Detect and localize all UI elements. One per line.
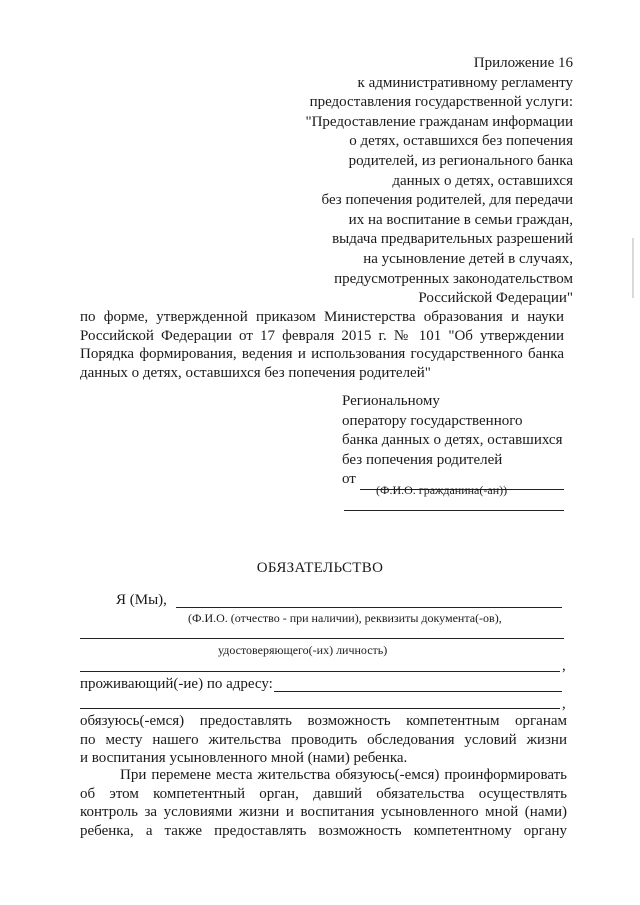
- we-label: Я (Мы),: [116, 592, 167, 608]
- from-label: от: [342, 471, 356, 487]
- appendix-line: Российской Федерации": [418, 290, 573, 307]
- paragraph-line: контроль за условиями жизни и воспитания усыновленного мной (нами): [80, 804, 567, 820]
- appendix-line: без попечения родителей, для передачи: [321, 192, 573, 209]
- address-label: проживающий(-ие) по адресу:: [80, 676, 273, 692]
- addressee-line: оператору государственного: [342, 412, 523, 429]
- comma-mark: ,: [562, 658, 566, 674]
- obligation-paragraph: [80, 712, 567, 768]
- addressee-block: [342, 392, 572, 490]
- basis-line: Порядка формирования, ведения и использования государственного банка: [80, 346, 564, 362]
- basis-line: по форме, утвержденной приказом Министерства образования и науки: [80, 309, 564, 325]
- appendix-line: предоставления государственной услуги:: [309, 94, 573, 111]
- paragraph-line: по месту нашего жительства проводить обследования условий жизни: [80, 731, 567, 748]
- basis-line: данных о детях, оставшихся без попечения родителей": [80, 364, 431, 381]
- paragraph-line: об этом компетентный орган, давший обязательства осуществлять: [80, 785, 567, 802]
- scan-edge-mark: [632, 238, 634, 298]
- addressee-line: Региональному: [342, 393, 440, 409]
- document-fill-line[interactable]: [80, 638, 564, 639]
- addressee-line: банка данных о детях, оставшихся: [342, 432, 563, 448]
- name-caption: (Ф.И.О. (отчество - при наличии), реквизиты документа(-ов),: [188, 611, 502, 625]
- from-fill-line-2[interactable]: [344, 510, 564, 511]
- paragraph-line: и воспитания усыновленного мной (нами) ребенка.: [80, 750, 408, 766]
- name-fill-line[interactable]: [176, 607, 562, 608]
- address-fill-line[interactable]: [274, 691, 562, 692]
- appendix-line: Приложение 16: [473, 55, 573, 71]
- appendix-line: предусмотренных законодательством: [334, 270, 573, 287]
- appendix-line: к административному регламенту: [357, 74, 573, 91]
- from-caption: (Ф.И.О. гражданина(-ан)): [376, 483, 508, 497]
- paragraph-line: ребенка, а также предоставлять возможность компетентному органу: [80, 822, 567, 839]
- relocation-paragraph: [80, 766, 567, 840]
- form-basis-paragraph: [80, 308, 564, 382]
- appendix-header: [305, 54, 573, 309]
- appendix-line: "Предоставление гражданам информации: [305, 113, 573, 130]
- document-title: ОБЯЗАТЕЛЬСТВО: [256, 560, 384, 576]
- appendix-line: на усыновление детей в случаях,: [363, 250, 573, 267]
- appendix-line: родителей, из регионального банка: [348, 152, 573, 169]
- address-fill-line-2[interactable]: [80, 708, 560, 709]
- basis-line: Российской Федерации от 17 февраля 2015 г. № 101 "Об утверждении: [80, 327, 564, 344]
- paragraph-line: При перемене места жительства обязуюсь(-емся) проинформировать: [120, 767, 567, 783]
- appendix-line: их на воспитание в семьи граждан,: [348, 211, 573, 228]
- appendix-line: данных о детях, оставшихся: [392, 172, 573, 189]
- paragraph-line: обязуюсь(-емся) предоставлять возможность компетентным органам: [80, 713, 567, 729]
- addressee-line: без попечения родителей: [342, 451, 503, 468]
- appendix-line: выдача предварительных разрешений: [332, 231, 573, 248]
- identity-fill-line[interactable]: [80, 671, 560, 672]
- comma-mark: ,: [562, 696, 566, 712]
- appendix-line: о детях, оставшихся без попечения: [349, 133, 573, 150]
- identity-caption: удостоверяющего(-их) личность): [218, 643, 388, 657]
